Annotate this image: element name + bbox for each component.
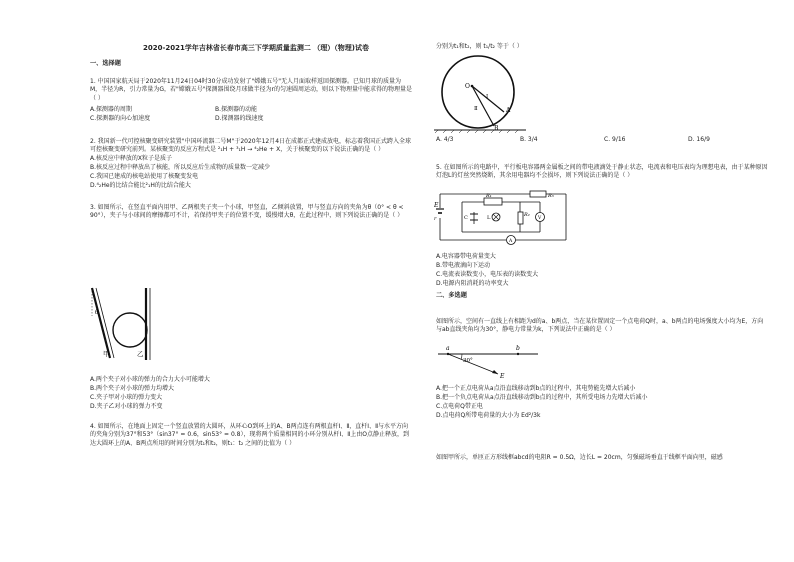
resistor-r1 xyxy=(484,198,502,205)
question-6-text: 如图所示，空间有一直线上有相距为d的a、b两点，当在某位置固定一个点电荷Q时，a、b两点的电场强度大小均为E，方向与ab直线夹角均为30°，静电力常量为k，下列说法中正确的是（ ） xyxy=(436,318,764,334)
center-point-o xyxy=(471,85,474,88)
question-6 xyxy=(436,318,768,334)
q6-field-figure xyxy=(434,340,546,380)
question-7-text: 如图甲所示，单匝正方形线框abcd的电阻R = 0.5Ω，边长L = 20cm，匀强磁场垂直于线框平面向里，磁感 xyxy=(436,454,723,461)
left-column xyxy=(90,58,412,224)
q3-option-c: C.夹子甲对小球的弹力变大 xyxy=(90,394,163,402)
question-7 xyxy=(436,454,768,462)
label-r2: R₂ xyxy=(524,212,530,218)
q4-option-b: B. 3/4 xyxy=(520,136,538,143)
q2-option-b: B.核反应过程中释放出了核能，所以反应后生成物的质量数一定减少 xyxy=(90,164,271,172)
q1-option-c: C.探测器的向心加速度 xyxy=(90,114,151,122)
question-1-text: 1. 中国国家航天局于2020年11月24日04时30分成功发射了"嫦娥五号"无人月面取样返回探测器。已知月球的质量为M，半径为R，引力常量为G，若"嫦娥五号"探测器围绕月球做半径为r的匀速圆周运动，则以下物理量中能求得的物理量是（ ） xyxy=(90,78,412,102)
resistor-r2 xyxy=(518,212,523,224)
large-ring xyxy=(442,56,514,128)
q6-option-b: B.把一个负点电荷从a点沿直线移动到b点的过程中，其所受电场力先增大后减小 xyxy=(436,394,648,402)
label-rod-ii: Ⅱ xyxy=(474,106,478,112)
point-b xyxy=(517,353,519,355)
label-v: V xyxy=(538,216,542,221)
q5-circuit-figure xyxy=(434,190,574,248)
q2-option-d: D.⁴₂He的比结合能比²₁H的比结合能大 xyxy=(90,182,191,190)
label-r3: R₃ xyxy=(548,193,554,199)
q4-ring-figure xyxy=(434,54,526,134)
label-l: L xyxy=(487,215,491,221)
q3-clip-ball-figure xyxy=(90,286,160,364)
angle-theta-label: θ xyxy=(95,309,99,316)
q4-options-row xyxy=(436,136,766,144)
question-4-continuation: 分别为t₁和t₂，则 t₁/t₂ 等于（ ） xyxy=(436,43,523,50)
q6-option-d: D.点电荷Q所带电荷量的大小为 Ed²/3k xyxy=(436,412,541,420)
question-4-text: 4. 如图所示，在地面上固定一个竖直放置的大圆环，从环心O到环上的A、B两点连有两根直杆Ⅰ、Ⅱ，直杆Ⅰ、Ⅱ与水平方向的夹角分别为37°和53°（sin37° = 0.6，sin53° = 0.8），现将两个质量相同的小环分别从杆Ⅰ、Ⅱ上由O点静止释放，到达大圆环上的A、B两点所用的时间分别为t₁和t₂，则t₁：t₂ 之间的比值为（ ） xyxy=(90,423,409,447)
q3-option-d: D.夹子乙对小球的弹力不变 xyxy=(90,403,163,411)
q6-option-a: A.把一个正点电荷从a点沿直线移动到b点的过程中，其电势能先增大后减小 xyxy=(436,385,636,392)
label-c: C xyxy=(464,215,468,221)
q2-option-a: A.核反应中释放的X粒子是质子 xyxy=(90,155,173,163)
q4-option-c: C. 9/16 xyxy=(604,136,626,143)
field-vector-e xyxy=(448,354,498,374)
question-2 xyxy=(90,138,412,191)
q3-option-b: B.两个夹子对小球的弹力均增大 xyxy=(90,385,175,393)
label-b: b xyxy=(516,345,520,352)
clip-jia-line-inner xyxy=(96,288,114,358)
q6-options xyxy=(436,384,768,421)
label-angle-30: 30° xyxy=(463,358,473,364)
label-o: O xyxy=(465,83,470,90)
exam-title: 2020-2021学年吉林省长春市高三下学期质量监测二 （理）（物理)试卷 xyxy=(142,44,369,52)
question-3-text: 3. 如图所示，在竖直平面内用甲、乙两根夹子夹一个小球，甲竖直，乙倾斜放置，甲与竖直方向的夹角为θ（0° < θ < 90°），夹子与小球间的摩擦都可不计，若保持甲夹子的位置不变，缓慢增大θ，在此过程中，则下列说法正确的是（ ） xyxy=(90,204,404,220)
label-r1: R₁ xyxy=(486,193,492,199)
q5-options xyxy=(436,252,768,305)
question-1 xyxy=(90,78,412,123)
q1-option-d: D.探测器的线速度 xyxy=(215,114,264,122)
q2-option-c: C.我国已建成的核电站使用了核聚变发电 xyxy=(90,173,199,181)
clip-jia-line xyxy=(92,288,110,358)
q1-option-b: B.探测器的动能 xyxy=(215,105,258,113)
label-b: B xyxy=(494,125,499,132)
field-arrowhead xyxy=(492,370,498,374)
label-e: E xyxy=(434,202,439,209)
q3-option-a: A.两个夹子对小球的弹力的合力大小可能增大 xyxy=(90,376,210,383)
left-column-lower xyxy=(90,375,412,451)
label-a: a xyxy=(446,345,450,352)
q1-option-a: A.探测器的周期 xyxy=(90,105,132,113)
resistor-r3 xyxy=(530,191,546,197)
question-5 xyxy=(436,164,768,180)
section-heading-multi: 二、多选题 xyxy=(436,292,467,300)
question-2-text: 2. 我国新一代可控核聚变研究装置"中国环流器二号M"于2020年12月4日在成都正式建成放电，标志着我国正式跨入全球可控核聚变研究前列。某核聚变的反应方程式是 ²₁H + ³₁H → ⁴₂He + X，关于核聚变的以下说法正确的是（ ） xyxy=(90,137,412,153)
q4-option-d: D. 16/9 xyxy=(688,136,710,143)
label-a: A xyxy=(509,239,513,244)
question-5-text: 5. 在如图所示的电路中，平行板电容器两金属板之间的带电液滴处于静止状态，电流表和电压表均为理想电表，由于某种原因灯泡L的灯丝突然烧断，其余用电器均不会损坏，则下列说法正确的是（ ） xyxy=(436,164,768,180)
section-heading-choice: 一、选择题 xyxy=(90,60,121,67)
label-jia: 甲 xyxy=(103,350,110,358)
label-yi: 乙 xyxy=(137,350,144,358)
circuit-wires xyxy=(440,194,566,240)
q6-option-c: C.点电荷Q带正电 xyxy=(436,403,483,411)
q5-option-a: A.电容器带电荷量变大 xyxy=(436,253,496,260)
q5-option-c: C.电流表读数变小，电压表的读数变大 xyxy=(436,271,539,279)
q4-option-a: A. 4/3 xyxy=(436,136,454,143)
label-a: A xyxy=(506,107,511,114)
label-e: E xyxy=(500,373,505,380)
label-r: r xyxy=(434,216,437,222)
ball-circle xyxy=(113,313,147,347)
q5-option-b: B.带电液滴向下运动 xyxy=(436,262,491,270)
q5-option-d: D.电源内阻消耗的功率变大 xyxy=(436,280,509,288)
question-4 xyxy=(90,423,412,447)
q4-continuation xyxy=(436,43,768,51)
angle-arc xyxy=(461,354,462,360)
label-rod-i: Ⅰ xyxy=(486,94,489,100)
question-3 xyxy=(90,204,412,220)
